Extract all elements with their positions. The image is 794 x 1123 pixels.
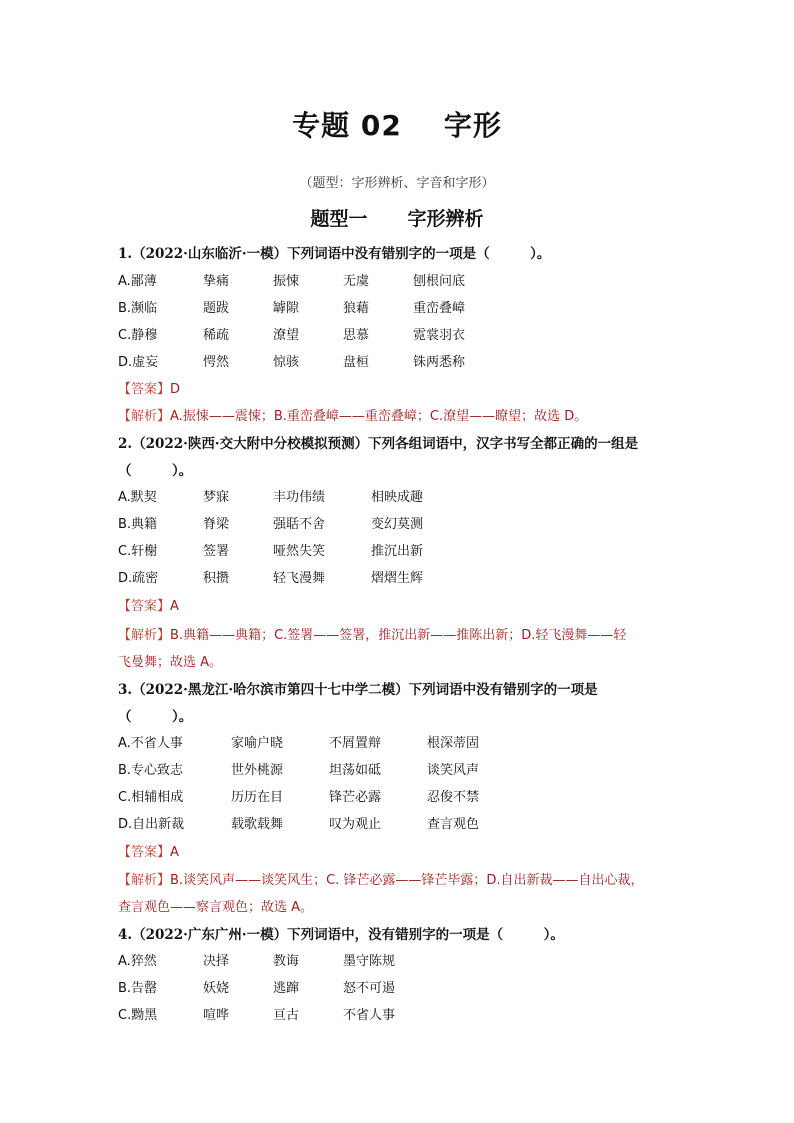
option-cell: 潦望 bbox=[273, 328, 300, 343]
title-main: 专题 02 bbox=[292, 109, 402, 142]
question-4-text: 4.（2022·广东广州·一模）下列词语中，没有错别字的一项是（ ）。 bbox=[118, 927, 564, 943]
option-cell: 载歌载舞 bbox=[231, 817, 284, 832]
option-cell: B.告罄 bbox=[118, 981, 158, 996]
document-title bbox=[0, 104, 794, 144]
option-cell: 熠熠生辉 bbox=[371, 571, 424, 586]
option-cell: 铢两悉称 bbox=[413, 355, 466, 370]
question-2-answer bbox=[118, 598, 179, 616]
option-cell: C.轩榭 bbox=[118, 544, 158, 559]
explanation-text: B.典籍——典籍；C.签署——签署，推沉出新——推陈出新；D.轻飞漫舞——轻 bbox=[170, 628, 627, 643]
option-cell: 丰功伟绩 bbox=[273, 490, 326, 505]
explanation-text: B.谈笑风声——谈笑风生；C. 锋芒必露——锋芒毕露；D.自出新裁——自出心裁， bbox=[170, 873, 644, 888]
option-cell: C.黝黑 bbox=[118, 1008, 158, 1023]
option-cell: 历历在目 bbox=[231, 790, 284, 805]
option-cell: A.鄙薄 bbox=[118, 274, 157, 289]
option-cell: D.虚妄 bbox=[118, 355, 159, 370]
question-2-explanation bbox=[118, 627, 626, 645]
question-2-text: 2.（2022·陕西·交大附中分校模拟预测）下列各组词语中，汉字书写全都正确的一组是 bbox=[118, 436, 639, 452]
option-cell: C.静穆 bbox=[118, 328, 158, 343]
option-cell: 霓裳羽衣 bbox=[413, 328, 466, 343]
option-cell: 家喻户晓 bbox=[231, 736, 284, 751]
option-cell: 挚痛 bbox=[203, 274, 230, 289]
document-subtitle: （题型：字形辨析、字音和字形） bbox=[299, 176, 495, 191]
option-cell: 无虞 bbox=[343, 274, 370, 289]
option-cell: 思慕 bbox=[343, 328, 370, 343]
option-cell: 轻飞漫舞 bbox=[273, 571, 326, 586]
option-cell: B.典籍 bbox=[118, 517, 158, 532]
option-cell: 锋芒必露 bbox=[329, 790, 382, 805]
option-cell: 振悚 bbox=[273, 274, 300, 289]
option-cell: 决择 bbox=[203, 954, 230, 969]
question-3-explanation-cont: 查言观色——察言观色；故选 A。 bbox=[118, 900, 314, 915]
option-cell: 哑然失笑 bbox=[273, 544, 326, 559]
option-cell: 题跋 bbox=[203, 301, 230, 316]
option-cell: 刨根问底 bbox=[413, 274, 466, 289]
option-cell: 逃蹿 bbox=[273, 981, 300, 996]
option-cell: A.猝然 bbox=[118, 954, 157, 969]
option-cell: 查言观色 bbox=[427, 817, 480, 832]
option-cell: D.疏密 bbox=[118, 571, 159, 586]
section-name: 字形辨析 bbox=[407, 208, 484, 230]
section-heading bbox=[0, 204, 794, 231]
option-cell: 根深蒂固 bbox=[427, 736, 480, 751]
answer-label: 【答案】 bbox=[118, 382, 171, 397]
option-cell: 怒不可遏 bbox=[343, 981, 396, 996]
question-1-explanation bbox=[118, 408, 587, 426]
question-1-text: 1.（2022·山东临沂·一模）下列词语中没有错别字的一项是（ ）。 bbox=[118, 246, 551, 262]
option-cell: 不屑置辩 bbox=[329, 736, 382, 751]
explanation-text: A.振悚——震悚；B.重峦叠嶂——重峦叠嶂；C.潦望——瞭望；故选 D。 bbox=[170, 409, 588, 424]
option-cell: B.专心致志 bbox=[118, 763, 184, 778]
option-cell: 狼藉 bbox=[343, 301, 370, 316]
option-cell: 盘桓 bbox=[343, 355, 370, 370]
answer-label: 【答案】 bbox=[118, 845, 171, 860]
option-cell: 强聒不舍 bbox=[273, 517, 326, 532]
answer-value: A bbox=[170, 599, 179, 614]
option-cell: 愕然 bbox=[203, 355, 230, 370]
option-cell: B.濒临 bbox=[118, 301, 158, 316]
option-cell: 叹为观止 bbox=[329, 817, 382, 832]
question-3-explanation bbox=[118, 872, 644, 890]
option-cell: 相映成趣 bbox=[371, 490, 424, 505]
question-3-answer bbox=[118, 844, 179, 862]
question-1-answer bbox=[118, 381, 180, 399]
section-number: 题型一 bbox=[310, 208, 368, 230]
option-cell: A.不省人事 bbox=[118, 736, 183, 751]
option-cell: 坦荡如砥 bbox=[329, 763, 382, 778]
option-cell: 世外桃源 bbox=[231, 763, 284, 778]
question-3-text-cont: （ ）。 bbox=[118, 709, 193, 725]
option-cell: 不省人事 bbox=[343, 1008, 396, 1023]
option-cell: 墨守陈规 bbox=[343, 954, 396, 969]
explanation-label: 【解析】 bbox=[118, 409, 171, 424]
option-cell: 亘古 bbox=[273, 1008, 300, 1023]
option-cell: 重峦叠嶂 bbox=[413, 301, 466, 316]
question-3-text: 3.（2022·黑龙江·哈尔滨市第四十七中学二模）下列词语中没有错别字的一项是 bbox=[118, 682, 598, 698]
option-cell: C.相辅相成 bbox=[118, 790, 184, 805]
option-cell: 变幻莫测 bbox=[371, 517, 424, 532]
option-cell: 教诲 bbox=[273, 954, 300, 969]
explanation-label: 【解析】 bbox=[118, 873, 171, 888]
option-cell: 梦寐 bbox=[203, 490, 230, 505]
question-2-text-cont: （ ）。 bbox=[118, 463, 193, 479]
option-cell: 脊梁 bbox=[203, 517, 230, 532]
question-2-explanation-cont: 飞曼舞；故选 A。 bbox=[118, 655, 223, 670]
option-cell: 喧哗 bbox=[203, 1008, 230, 1023]
answer-value: D bbox=[170, 382, 181, 397]
option-cell: 签署 bbox=[203, 544, 230, 559]
title-sub: 字形 bbox=[443, 109, 502, 142]
option-cell: D.自出新裁 bbox=[118, 817, 185, 832]
option-cell: 罅隙 bbox=[273, 301, 300, 316]
option-cell: A.默契 bbox=[118, 490, 157, 505]
answer-label: 【答案】 bbox=[118, 599, 171, 614]
option-cell: 忍俊不禁 bbox=[427, 790, 480, 805]
option-cell: 稀疏 bbox=[203, 328, 230, 343]
answer-value: A bbox=[170, 845, 179, 860]
option-cell: 妖娆 bbox=[203, 981, 230, 996]
option-cell: 积攒 bbox=[203, 571, 230, 586]
option-cell: 惊骇 bbox=[273, 355, 300, 370]
explanation-label: 【解析】 bbox=[118, 628, 171, 643]
option-cell: 谈笑风声 bbox=[427, 763, 480, 778]
option-cell: 推沉出新 bbox=[371, 544, 424, 559]
